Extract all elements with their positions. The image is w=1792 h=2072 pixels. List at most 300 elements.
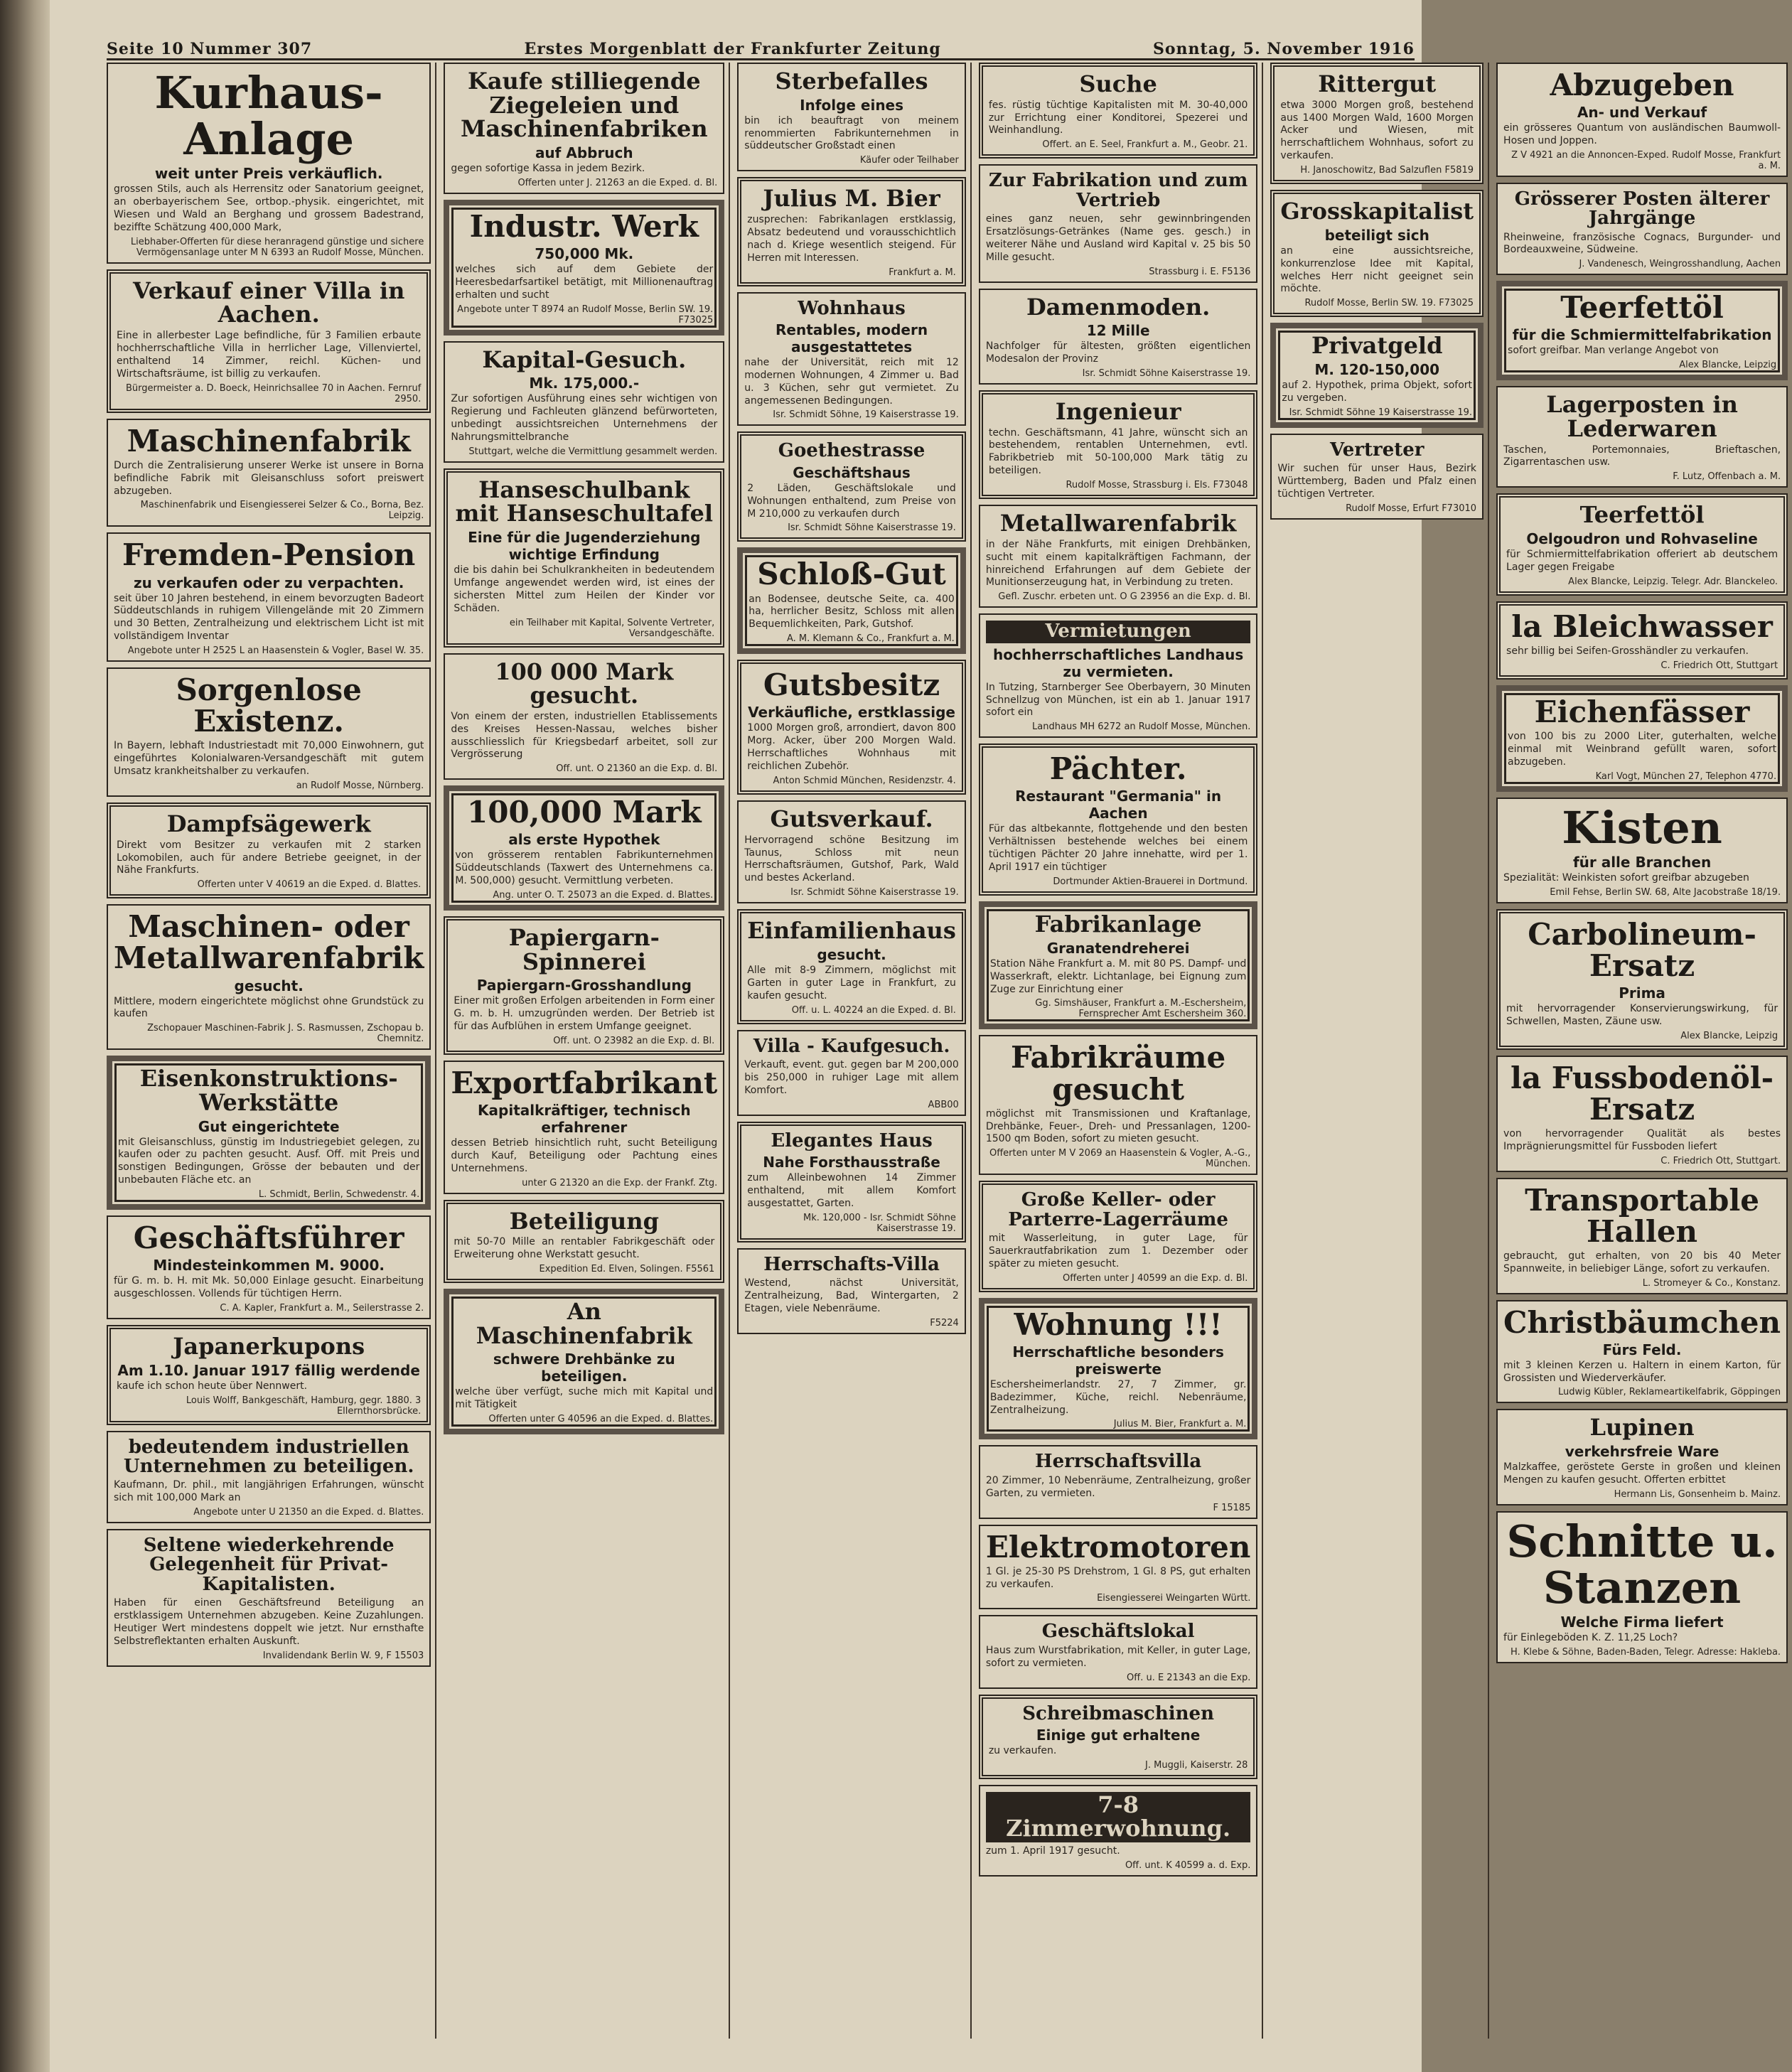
ad-body: Verkauft, event. gut. gegen bar M 200,000 bis 250,000 in ruhiger Lage mit allem Komfort.: [744, 1058, 959, 1096]
ad-contact: H. Janoschowitz, Bad Salzuflen F5819: [1300, 165, 1474, 176]
ad-subtitle: für die Schmiermittelfabrikation: [1512, 326, 1772, 344]
ad-body: Malzkaffee, geröstete Gerste in großen und kleinen Mengen zu kaufen gesucht. Offerten erbittet: [1503, 1461, 1781, 1486]
ad-subtitle: Infolge eines: [800, 96, 904, 114]
advertisement: [979, 1298, 1258, 1440]
ad-subtitle: zu verkaufen oder zu verpachten.: [133, 574, 404, 591]
ad-body: Direkt vom Besitzer zu verkaufen mit 2 starken Lokomobilen, auch für andere Betriebe geeignet, in der Nähe Frankfurts.: [117, 839, 422, 876]
advertisement: [107, 1431, 431, 1523]
ad-subtitle: Oelgoudron und Rohvaseline: [1526, 530, 1758, 547]
ad-title: Schnitte u. Stanzen: [1506, 1515, 1778, 1614]
advertisement: [1496, 386, 1788, 488]
ad-title: Geschäftsführer: [133, 1220, 404, 1256]
ad-contact: Offerten unter M V 2069 an Haasenstein & Vogler, A.-G., München.: [989, 1148, 1251, 1170]
ad-title: la Bleichwasser: [1511, 608, 1773, 644]
ad-contact: Offerten unter G 40596 an die Exped. d. Blattes.: [488, 1414, 714, 1425]
advertisement: [737, 1248, 966, 1334]
ad-body: Kaufmann, Dr. phil., mit langjährigen Erfahrungen, wünscht sich mit 100,000 Mark an: [114, 1479, 424, 1504]
advertisement: [1496, 63, 1788, 177]
ad-body: techn. Geschäftsmann, 41 Jahre, wünscht sich an bestehendem, rentablen Unternehmen, evtl. Fabrikbetrieb mit 50-100,000 Mark tätig zu beteiligen.: [988, 426, 1248, 477]
ad-title: Suche: [1079, 70, 1157, 97]
column-filler: [1496, 1669, 1788, 2039]
ad-title: Elegantes Haus: [771, 1129, 933, 1152]
ad-body: eines ganz neuen, sehr gewinnbringenden Ersatzlösungs-Getränkes (Name ges. gesch.) in weiterer Nähe und Ausland wird Kapital v. 25 bis 50 Mille gesucht.: [985, 213, 1251, 263]
advertisement: [107, 667, 431, 797]
ad-body: zum Alleinbewohnen 14 Zimmer enthaltend, mit allem Komfort ausgestattet, Garten.: [747, 1171, 956, 1209]
ad-contact: Offerten unter V 40619 an die Exped. d. Blattes.: [197, 879, 422, 891]
ad-contact: Expedition Ed. Elven, Solingen. F5561: [539, 1264, 715, 1275]
ad-body: gebraucht, gut erhalten, von 20 bis 40 Meter Spannweite, in beliebiger Länge, sofort zu verkaufen.: [1503, 1250, 1781, 1274]
page-number: Seite 10 Nummer 307: [107, 40, 313, 58]
advertisement: [1496, 1409, 1788, 1505]
ad-title: Elektromotoren: [985, 1529, 1251, 1564]
ad-body: Hervorragend schöne Besitzung im Taunus, Schloss mit neun Herrschaftsräumen, Gutshof, Park, Wald und bestes Ackerland.: [744, 834, 959, 884]
ad-contact: Landhaus MH 6272 an Rudolf Mosse, München.: [1032, 721, 1251, 733]
ad-body: 20 Zimmer, 10 Nebenräume, Zentralheizung, großer Garten, zu vermieten.: [985, 1474, 1251, 1499]
ad-body: Für das altbekannte, flottgehende und den besten Verhältnissen bestehende welches bei einem tüchtigen Pächter 20 Jahre innehatte, wird per 1. April 1917 ein tüchtiger: [988, 823, 1248, 874]
ad-column: [979, 63, 1264, 2039]
ad-body: mit 3 kleinen Kerzen u. Haltern in einem Karton, für Grossisten und Wiederverkäufer.: [1503, 1359, 1781, 1384]
ad-contact: Rudolf Mosse, Erfurt F73010: [1346, 503, 1477, 514]
advertisement: [1496, 685, 1788, 792]
advertisement: [1496, 281, 1788, 380]
advertisement: [979, 1695, 1258, 1779]
ad-subtitle: für alle Branchen: [1572, 853, 1712, 871]
ad-body: 1000 Morgen groß, arrondiert, davon 800 Morg. Acker, über 200 Morgen Wald. Herrschaftliches Wohnhaus mit reichlichen Zubehör.: [747, 722, 956, 773]
ad-subtitle: Rentables, modern ausgestattetes: [776, 321, 928, 355]
ad-title: Kaufe stilliegende Ziegeleien und Maschinenfabriken: [460, 68, 708, 143]
advertisement: [107, 419, 431, 527]
ad-contact: unter G 21320 an die Exp. der Frankf. Ztg.: [522, 1177, 718, 1188]
page-header: [107, 34, 1415, 60]
ad-title: Eisenkonstruktions-Werkstätte: [139, 1065, 398, 1116]
ad-contact: Alex Blancke, Leipzig: [1680, 1030, 1778, 1041]
ad-contact: Isr. Schmidt Söhne Kaiserstrasse 19.: [788, 522, 956, 534]
ad-title: 7-8 Zimmerwohnung.: [986, 1792, 1251, 1842]
ad-title: Seltene wiederkehrende Gelegenheit für Privat-Kapitalisten.: [143, 1535, 395, 1595]
ad-title: Damenmoden.: [1026, 293, 1211, 321]
advertisement: [107, 1215, 431, 1319]
ad-subtitle: Restaurant "Germania" in Aachen: [1015, 788, 1222, 822]
ad-body: mit Wasserleitung, in guter Lage, für Sauerkrautfabrikation zum 1. Dezember oder später zu mieten gesucht.: [988, 1232, 1248, 1269]
advertisement: [444, 1061, 724, 1194]
advertisement: [737, 292, 966, 426]
advertisement: [1496, 909, 1788, 1050]
ad-title: Grosskapitalist: [1280, 198, 1474, 225]
column-filler: [444, 1440, 724, 2039]
ad-title: Julius M. Bier: [763, 185, 940, 213]
ad-title: Sterbefalles: [775, 68, 928, 95]
ad-subtitle: Nahe Forsthausstraße: [763, 1153, 940, 1171]
advertisement: [979, 390, 1258, 499]
ad-title: Ingenieur: [1055, 397, 1181, 425]
ad-body: zu verkaufen.: [988, 1744, 1057, 1756]
ad-contact: C. Friedrich Ott, Stuttgart.: [1660, 1155, 1781, 1166]
ad-contact: Louis Wolff, Bankgeschäft, Hamburg, gegr. 1880. 3 Ellernthorsbrücke.: [186, 1395, 422, 1417]
ad-title: Teerfettöl: [1560, 290, 1724, 326]
column-filler: [979, 1882, 1258, 2039]
ad-contact: Alex Blancke, Leipzig: [1679, 360, 1777, 371]
ad-title: An Maschinenfabrik: [476, 1298, 692, 1349]
ad-contact: Karl Vogt, München 27, Telephon 4770.: [1595, 771, 1777, 782]
ad-subtitle: Einige gut erhaltene: [1036, 1726, 1201, 1744]
advertisement: [737, 660, 966, 795]
ad-body: gegen sofortige Kassa in jedem Bezirk.: [451, 162, 645, 174]
ad-contact: Käufer oder Teilhaber: [859, 155, 959, 166]
ad-contact: J. Muggli, Kaiserstr. 28: [1145, 1759, 1248, 1771]
ad-contact: Off. unt. O 23982 an die Exp. d. Bl.: [553, 1036, 715, 1047]
ad-body: Spezialität: Weinkisten sofort greifbar abzugeben: [1503, 871, 1749, 884]
ad-title: Abzugeben: [1550, 68, 1734, 102]
ad-title: Wohnhaus: [798, 297, 906, 319]
advertisement: [737, 177, 966, 286]
ad-body: dessen Betrieb hinsichtlich ruht, sucht Beteiligung durch Kauf, Beteiligung oder Pachtung eines Unternehmens.: [451, 1137, 718, 1174]
ad-body: sehr billig bei Seifen-Grosshändler zu verkaufen.: [1506, 645, 1749, 657]
ad-contact: Julius M. Bier, Frankfurt a. M.: [1113, 1419, 1247, 1430]
ad-contact: Anton Schmid München, Residenzstr. 4.: [773, 775, 956, 786]
ad-body: grossen Stils, auch als Herrensitz oder Sanatorium geeignet, an oberbayerischem See, ortbop.-physik. eingerichtet, mit Wiesen und Wald an Berghang und grossem Badestrand, beziffte Schätzung 400,000 Mark,: [114, 183, 424, 233]
ad-contact: C. Friedrich Ott, Stuttgart: [1660, 660, 1778, 671]
ad-contact: Emil Fehse, Berlin SW. 68, Alte Jacobstraße 18/19.: [1550, 886, 1781, 898]
ad-subtitle: auf Abbruch: [535, 144, 633, 161]
ad-title: Kurhaus-Anlage: [154, 67, 383, 166]
ad-contact: Liebhaber-Offerten für diese heranragend günstige und sichere Vermögensanlage unter M N 6393 an Rudolf Mosse, München.: [130, 236, 424, 258]
ad-title: Goethestrasse: [778, 440, 925, 462]
ad-subtitle: Fürs Feld.: [1602, 1341, 1682, 1358]
advertisement: [979, 744, 1258, 896]
advertisement: [1496, 1178, 1788, 1294]
ad-contact: Zschopauer Maschinen-Fabrik J. S. Rasmussen, Zschopau b. Chemnitz.: [147, 1023, 424, 1045]
ad-title: Japanerkupons: [173, 1333, 365, 1360]
ad-body: an Bodensee, deutsche Seite, ca. 400 ha, herrlicher Besitz, Schloss mit allen Bequemlichkeiten, Park, Gutshof.: [749, 593, 955, 630]
ad-subtitle: hochherrschaftliches Landhaus zu vermieten.: [992, 645, 1244, 680]
ad-contact: Dortmunder Aktien-Brauerei in Dortmund.: [1053, 876, 1248, 888]
ad-contact: an Rudolf Mosse, Nürnberg.: [296, 780, 424, 792]
ad-subtitle: verkehrsfreie Ware: [1565, 1443, 1719, 1461]
ad-title: Metallwarenfabrik: [999, 510, 1237, 537]
ad-body: für Einlegeböden K. Z. 11,25 Loch?: [1503, 1632, 1678, 1644]
ad-body: die bis dahin bei Schulkrankheiten in bedeutendem Umfange angewendet werden wird, ist eines der sichersten Mittel zum Heilen der Kinder vor Schäden.: [454, 564, 715, 614]
ad-contact: F. Lutz, Offenbach a. M.: [1673, 471, 1781, 483]
ad-subtitle: Eine für die Jugenderziehung wichtige Erfindung: [468, 528, 701, 563]
advertisement: [979, 613, 1258, 738]
ad-title: Lagerposten in Lederwaren: [1546, 391, 1738, 442]
advertisement: [107, 1056, 431, 1210]
advertisement: [107, 1529, 431, 1667]
ad-body: Eschersheimerlandstr. 27, 7 Zimmer, gr. Badezimmer, Küche, reichl. Nebenräume, Zentralheizung.: [989, 1378, 1247, 1416]
ad-subtitle: Gut eingerichtete: [198, 1117, 340, 1135]
ad-contact: Rudolf Mosse, Strassburg i. Els. F73048: [1066, 480, 1248, 491]
ad-contact: Angebote unter U 21350 an die Exped. d. Blattes.: [193, 1507, 424, 1518]
ad-title: Maschinenfabrik: [127, 423, 411, 458]
ad-title: Beteiligung: [509, 1207, 659, 1235]
advertisement: [979, 901, 1258, 1029]
ad-body: mit hervorragender Konservierungswirkung, für Schwellen, Masten, Zäune usw.: [1506, 1002, 1778, 1027]
ad-contact: Offert. an E. Seel, Frankfurt a. M., Geobr. 21.: [1042, 139, 1248, 151]
ad-subtitle: Geschäftshaus: [793, 463, 911, 481]
ad-title: Christbäumchen: [1503, 1304, 1781, 1340]
ad-body: Rheinweine, französische Cognacs, Burgunder- und Bordeauxweine, Südweine.: [1503, 231, 1781, 256]
ad-title: Industr. Werk: [469, 208, 699, 244]
ad-title: Hanseschulbank mit Hanseschultafel: [455, 476, 714, 527]
ad-contact: Off. u. L. 40224 an die Exped. d. Bl.: [791, 1004, 956, 1016]
ad-title: Gutsverkauf.: [770, 805, 933, 832]
ad-body: Haben für einen Geschäftsfreund Beteiligung an erstklassigem Unternehmen abzugeben. Keine Zuzahlungen. Heutiger Wert mindestens doppelt wie jetzt. Nur ernsthafte Selbstreflektanten erhalten Auskunft.: [114, 1596, 424, 1647]
advertisement: [444, 785, 724, 911]
advertisement: [979, 1035, 1258, 1175]
ad-subtitle: Am 1.10. Januar 1917 fällig werdende: [117, 1361, 420, 1379]
ad-subtitle: beteiligt sich: [1324, 226, 1429, 244]
ad-body: zum 1. April 1917 gesucht.: [985, 1845, 1120, 1857]
ad-contact: Rudolf Mosse, Berlin SW. 19. F73025: [1304, 298, 1474, 309]
ad-contact: Bürgermeister a. D. Boeck, Heinrichsallee 70 in Aachen. Fernruf 2950.: [126, 382, 422, 404]
ad-contact: Off. unt. K 40599 a. d. Exp.: [1125, 1859, 1251, 1871]
ad-body: fes. rüstig tüchtige Kapitalisten mit M. 30-40,000 zur Errichtung einer Konditorei, Spezerei und Weinhandlung.: [988, 99, 1248, 136]
advertisement: [444, 63, 724, 194]
advertisement: [979, 505, 1258, 608]
advertisement: [737, 547, 966, 654]
ad-contact: Ludwig Kübler, Reklameartikelfabrik, Göppingen: [1558, 1387, 1781, 1398]
ad-contact: Z V 4921 an die Annoncen-Exped. Rudolf Mosse, Frankfurt a. M.: [1511, 149, 1781, 171]
ad-body: Zur sofortigen Ausführung eines sehr wichtigen von Regierung und Fachleuten glänzend befürworteten, unbedingt aussichtsreichen Unternehmens der Nahrungsmittelbranche: [451, 393, 718, 443]
ad-body: möglichst mit Transmissionen und Kraftanlage, Drehbänke, Feuer-, Dreh- und Pressanlagen, 1200-1500 qm Boden, sofort zu mieten gesucht.: [985, 1107, 1251, 1145]
ad-subtitle: Verkäufliche, erstklassige: [748, 704, 955, 721]
ad-body: Wir suchen für unser Haus, Bezirk Württemberg, Baden und Pfalz einen tüchtigen Vertreter.: [1277, 463, 1477, 500]
ad-title: Lupinen: [1589, 1414, 1695, 1442]
ad-title: Schloß-Gut: [757, 557, 946, 592]
advertisement: [107, 1325, 431, 1425]
ad-contact: Mk. 120,000 - Isr. Schmidt Söhne Kaiserstrasse 19.: [803, 1212, 956, 1234]
ad-contact: ABB00: [928, 1099, 959, 1110]
ad-column: [1270, 63, 1489, 2039]
ad-body: bin ich beauftragt von meinem renommierten Fabrikunternehmen in süddeutscher Großstadt einen: [744, 114, 959, 152]
ad-subtitle: Mindesteinkommen M. 9000.: [153, 1257, 385, 1274]
advertisement: [1496, 1511, 1788, 1663]
ad-body: etwa 3000 Morgen groß, bestehend aus 1400 Morgen Wald, 1600 Morgen Acker und Wiesen, mit herrschaftlichem Wohnhaus, sofort zu verkaufen.: [1280, 99, 1474, 162]
ad-contact: Ang. unter O. T. 25073 an die Exped. d. Blattes.: [493, 890, 714, 901]
ad-subtitle: Herrschaftliche besonders preiswerte: [1012, 1343, 1224, 1378]
advertisement: [444, 341, 724, 463]
ad-body: von hervorragender Qualität als bestes Imprägnierungsmittel für Fussboden liefert: [1503, 1127, 1781, 1152]
advertisement: [979, 1525, 1258, 1610]
ad-title: Eichenfässer: [1534, 694, 1750, 729]
ad-subtitle: weit unter Preis verkäuflich.: [154, 165, 383, 183]
ad-contact: Alex Blancke, Leipzig. Telegr. Adr. Blanckeleo.: [1568, 576, 1778, 587]
advertisement: [107, 269, 431, 413]
advertisement: [1496, 601, 1788, 680]
ad-body: Westend, nächst Universität, Zentralheizung, Bad, Wintergarten, 2 Etagen, viele Nebenräume.: [744, 1277, 959, 1314]
ad-title: Rittergut: [1318, 70, 1437, 97]
ad-contact: F 15185: [1213, 1502, 1251, 1513]
ad-subtitle: gesucht.: [817, 945, 886, 963]
advertisement: [107, 803, 431, 898]
ad-title: Fabrikräume gesucht: [1010, 1040, 1226, 1107]
ad-contact: L. Schmidt, Berlin, Schwedenstr. 4.: [258, 1189, 420, 1201]
ad-body: Station Nähe Frankfurt a. M. mit 80 PS. Dampf- und Wasserkraft, elektr. Lichtanlage, bei Eignung zum Zuge zur Einrichtung einer: [989, 957, 1247, 995]
advertisement: [979, 289, 1258, 385]
advertisement: [444, 653, 724, 780]
ad-title: Grösserer Posten älterer Jahrgänge: [1514, 188, 1770, 230]
ad-body: ein grösseres Quantum von ausländischen Baumwoll-Hosen und Joppen.: [1503, 122, 1781, 146]
ad-subtitle: Kapitalkräftiger, technisch erfahrener: [478, 1102, 691, 1137]
ad-column: [444, 63, 730, 2039]
ad-title: la Fussbodenöl-Ersatz: [1511, 1060, 1774, 1127]
ad-subtitle: Papiergarn-Grosshandlung: [476, 977, 692, 994]
advertisement: [1496, 493, 1788, 595]
ad-title: Fabrikanlage: [1034, 911, 1202, 938]
ad-title: Papiergarn-Spinnerei: [508, 924, 660, 975]
ad-subtitle: schwere Drehbänke zu beteiligen.: [493, 1351, 675, 1385]
ad-body: in der Nähe Frankfurts, mit einigen Drehbänken, sucht mit einem kapitalkräftigen Fachmann, der hinreichend Erfahrungen auf dem Gebiete der Munitionserzeugung hat, in Verbindung zu treten.: [985, 538, 1251, 589]
advertisement: [107, 904, 431, 1050]
ad-body: mit 50-70 Mille an rentabler Fabrikgeschäft oder Erweiterung ohne Werkstatt gesucht.: [454, 1236, 715, 1261]
column-filler: [737, 1340, 966, 2039]
advertisement: [107, 532, 431, 662]
ad-contact: Angebote unter T 8974 an Rudolf Mosse, Berlin SW. 19. F73025: [457, 304, 714, 326]
ad-body: 1 Gl. je 25-30 PS Drehstrom, 1 Gl. 8 PS, gut erhalten zu verkaufen.: [985, 1565, 1251, 1590]
ad-subtitle: M. 120-150,000: [1314, 360, 1440, 378]
ad-body: nahe der Universität, reich mit 12 modernen Wohnungen, 4 Zimmer u. Bad u. 3 Küchen, sehr gut vermietet. Zu angemessenen Bedingungen.: [744, 356, 959, 407]
ad-body: In Bayern, lebhaft Industriestadt mit 70,000 Einwohnern, gut eingeführtes Kolonialwaren-Versandgeschäft mit gutem Umsatz krankheitshalber zu verkaufen.: [114, 740, 424, 778]
ad-subtitle: 12 Mille: [1086, 322, 1150, 340]
ad-body: zusprechen: Fabrikanlagen erstklassig, Absatz bedeutend und vorausschichtlich nach d. Kriege wesentlich steigend. Für Herren mit Interessen.: [747, 213, 956, 264]
ad-contact: Off. u. E 21343 an die Exp.: [1127, 1672, 1251, 1683]
ad-column: [737, 63, 972, 2039]
ad-subtitle: als erste Hypothek: [508, 831, 660, 849]
ad-body: In Tutzing, Starnberger See Oberbayern, 30 Minuten Schnellzug von München, ist ein ab 1. Januar 1917 sofort ein: [985, 681, 1251, 719]
ad-title: 100 000 Mark gesucht.: [495, 657, 674, 709]
ad-body: für G. m. b. H. mit Mk. 50,000 Einlage gesucht. Einarbeitung ausgeschlossen. Vollends für tüchtigen Herrn.: [114, 1275, 424, 1300]
ad-body: Alle mit 8-9 Zimmern, möglichst mit Garten in guter Lage in Frankfurt, zu kaufen gesucht.: [747, 964, 956, 1002]
ad-body: für Schmiermittelfabrikation offeriert ab deutschem Lager gegen Freigabe: [1506, 548, 1778, 573]
ad-contact: Offerten unter J. 21263 an die Exped. d. Bl.: [517, 177, 718, 188]
ad-title: Zur Fabrikation und zum Vertrieb: [988, 170, 1248, 211]
newspaper-title: Erstes Morgenblatt der Frankfurter Zeitung: [524, 40, 941, 58]
ad-subtitle: Mk. 175,000.-: [529, 375, 640, 392]
ad-body: Eine in allerbester Lage befindliche, für 3 Familien erbaute hochherrschaftliche Villa in herrlicher Lage, Villenviertel, enthaltend 14 Zimmer, reichl. Küchen- und Wirtschaftsräume, ist billig zu verkaufen.: [117, 330, 422, 380]
ad-title: Fremden-Pension: [122, 537, 416, 573]
advertisement: [737, 1122, 966, 1242]
ad-title: Große Keller- oder Parterre-Lagerräume: [1008, 1189, 1228, 1230]
advertisement: [737, 63, 966, 171]
ad-body: welche über verfügt, suche mich mit Kapital und mit Tätigkeit: [455, 1386, 714, 1411]
ad-title: Vertreter: [1329, 439, 1425, 461]
ad-title: Privatgeld: [1311, 332, 1443, 360]
ad-body: 2 Läden, Geschäftslokale und Wohnungen enthaltend, zum Preise von M 210,000 zu verkaufen durch: [747, 482, 956, 520]
ad-contact: Frankfurt a. M.: [889, 267, 956, 278]
ad-body: Mittlere, modern eingerichtete möglichst ohne Grundstück zu kaufen: [114, 995, 424, 1020]
advertisement: [979, 1181, 1258, 1292]
ad-title: Villa - Kaufgesuch.: [753, 1035, 950, 1057]
ad-title: Teerfettöl: [1579, 501, 1705, 529]
advertisement: [979, 1615, 1258, 1688]
ad-contact: Angebote unter H 2525 L an Haasenstein & Vogler, Basel W. 35.: [127, 645, 424, 657]
advertisement: [979, 63, 1258, 159]
ad-title: Kisten: [1562, 801, 1722, 854]
advertisement: [1496, 1056, 1788, 1172]
ad-body: Haus zum Wurstfabrikation, mit Keller, in guter Lage, sofort zu vermieten.: [985, 1644, 1251, 1669]
ad-title: Wohnung !!!: [1014, 1306, 1223, 1342]
ad-body: Einer mit großen Erfolgen arbeitenden in Form einer G. m. b. H. umzugründen werden. Der Betrieb ist für das Aufblühen in erstem Umfange geeignet.: [454, 995, 715, 1033]
column-filler: [1270, 525, 1484, 2039]
ad-title: Vermietungen: [986, 621, 1251, 643]
ad-title: Herrschafts-Villa: [763, 1253, 940, 1275]
ad-contact: Gefl. Zuschr. erbeten unt. O G 23956 an die Exp. d. Bl.: [998, 591, 1251, 603]
ad-contact: J. Vandenesch, Weingrosshandlung, Aachen: [1579, 259, 1781, 270]
ad-contact: H. Klebe & Söhne, Baden-Baden, Telegr. Adresse: Hakleba.: [1511, 1646, 1781, 1658]
ad-body: sofort greifbar. Man verlange Angebot von: [1508, 345, 1719, 357]
ad-body: kaufe ich schon heute über Nennwert.: [117, 1380, 308, 1392]
ad-contact: Maschinenfabrik und Eisengiesserei Selzer & Co., Borna, Bez. Leipzig.: [140, 500, 424, 522]
advertisement: [979, 1445, 1258, 1518]
ad-contact: Off. unt. O 21360 an die Exp. d. Bl.: [556, 763, 718, 775]
ad-title: Pächter.: [1049, 751, 1187, 787]
ad-contact: Strassburg i. E. F5136: [1149, 266, 1251, 277]
ad-subtitle: gesucht.: [234, 977, 304, 994]
book-binding: [0, 0, 50, 2072]
ad-subtitle: 750,000 Mk.: [535, 245, 634, 262]
ad-body: von grösserem rentablen Fabrikunternehmen Süddeutschlands (Taxwert des Unternehmens ca. M. 500,000) gesucht. Vermittlung verbeten.: [455, 849, 714, 887]
advertisement: [979, 164, 1258, 282]
advertisement: [1270, 434, 1484, 520]
issue-date: Sonntag, 5. November 1916: [1152, 40, 1415, 58]
advertisement: [444, 1200, 724, 1283]
ad-title: Sorgenlose Existenz.: [176, 672, 362, 739]
ad-subtitle: Welche Firma liefert: [1560, 1614, 1724, 1631]
advertisement: [737, 1030, 966, 1116]
advertisement: [107, 63, 431, 264]
ad-title: Geschäftslokal: [1041, 1621, 1195, 1643]
ad-subtitle: An- und Verkauf: [1577, 104, 1707, 122]
advertisement: [1270, 63, 1484, 184]
ad-title: Exportfabrikant: [451, 1065, 718, 1101]
ad-title: Dampfsägewerk: [166, 810, 371, 838]
advertisement: [737, 909, 966, 1024]
ad-body: Nachfolger für ältesten, größten eigentlichen Modesalon der Provinz: [985, 340, 1251, 365]
ad-contact: F5224: [930, 1317, 959, 1328]
ad-title: Herrschaftsvilla: [1035, 1451, 1202, 1473]
advertisement-grid: [107, 63, 1781, 2039]
advertisement: [737, 431, 966, 542]
ad-column: [107, 63, 436, 2039]
ad-title: Transportable Hallen: [1525, 1182, 1759, 1249]
ad-contact: Isr. Schmidt Söhne, 19 Kaiserstrasse 19.: [773, 409, 959, 421]
ad-contact: Eisengiesserei Weingarten Württ.: [1097, 1593, 1251, 1604]
ad-contact: A. M. Klemann & Co., Frankfurt a. M.: [786, 633, 955, 645]
advertisement: [1270, 323, 1484, 427]
ad-contact: L. Stromeyer & Co., Konstanz.: [1642, 1277, 1781, 1289]
ad-title: Verkauf einer Villa in Aachen.: [132, 277, 405, 328]
ad-contact: Stuttgart, welche die Vermittlung gesammelt werden.: [468, 446, 718, 457]
advertisement: [444, 200, 724, 336]
ad-contact: Isr. Schmidt Söhne Kaiserstrasse 19.: [790, 887, 959, 898]
ad-title: Einfamilienhaus: [747, 917, 956, 945]
advertisement: [1270, 190, 1484, 317]
ad-title: Maschinen- oder Metallwarenfabrik: [114, 909, 424, 976]
ad-body: welches sich auf dem Gebiete der Heeresbedarfsartikel betätigt, mit Millionenauftrag erhalten und sucht: [455, 263, 714, 301]
ad-contact: Hermann Lis, Gonsenheim b. Mainz.: [1614, 1488, 1781, 1500]
ad-title: bedeutendem industriellen Unternehmen zu beteiligen.: [123, 1436, 414, 1477]
advertisement: [1496, 798, 1788, 903]
advertisement: [444, 1289, 724, 1434]
ad-contact: Invalidendank Berlin W. 9, F 15503: [262, 1650, 424, 1661]
ad-contact: Isr. Schmidt Söhne 19 Kaiserstrasse 19.: [1289, 407, 1473, 418]
ad-title: Gutsbesitz: [763, 667, 940, 703]
column-filler: [107, 1673, 431, 2039]
advertisement: [1496, 183, 1788, 275]
advertisement: [1496, 1300, 1788, 1404]
ad-body: von 100 bis zu 2000 Liter, guterhalten, welche einmal mit Weinbrand gefüllt waren, sofort abzugeben.: [1508, 730, 1777, 768]
advertisement: [444, 468, 724, 648]
